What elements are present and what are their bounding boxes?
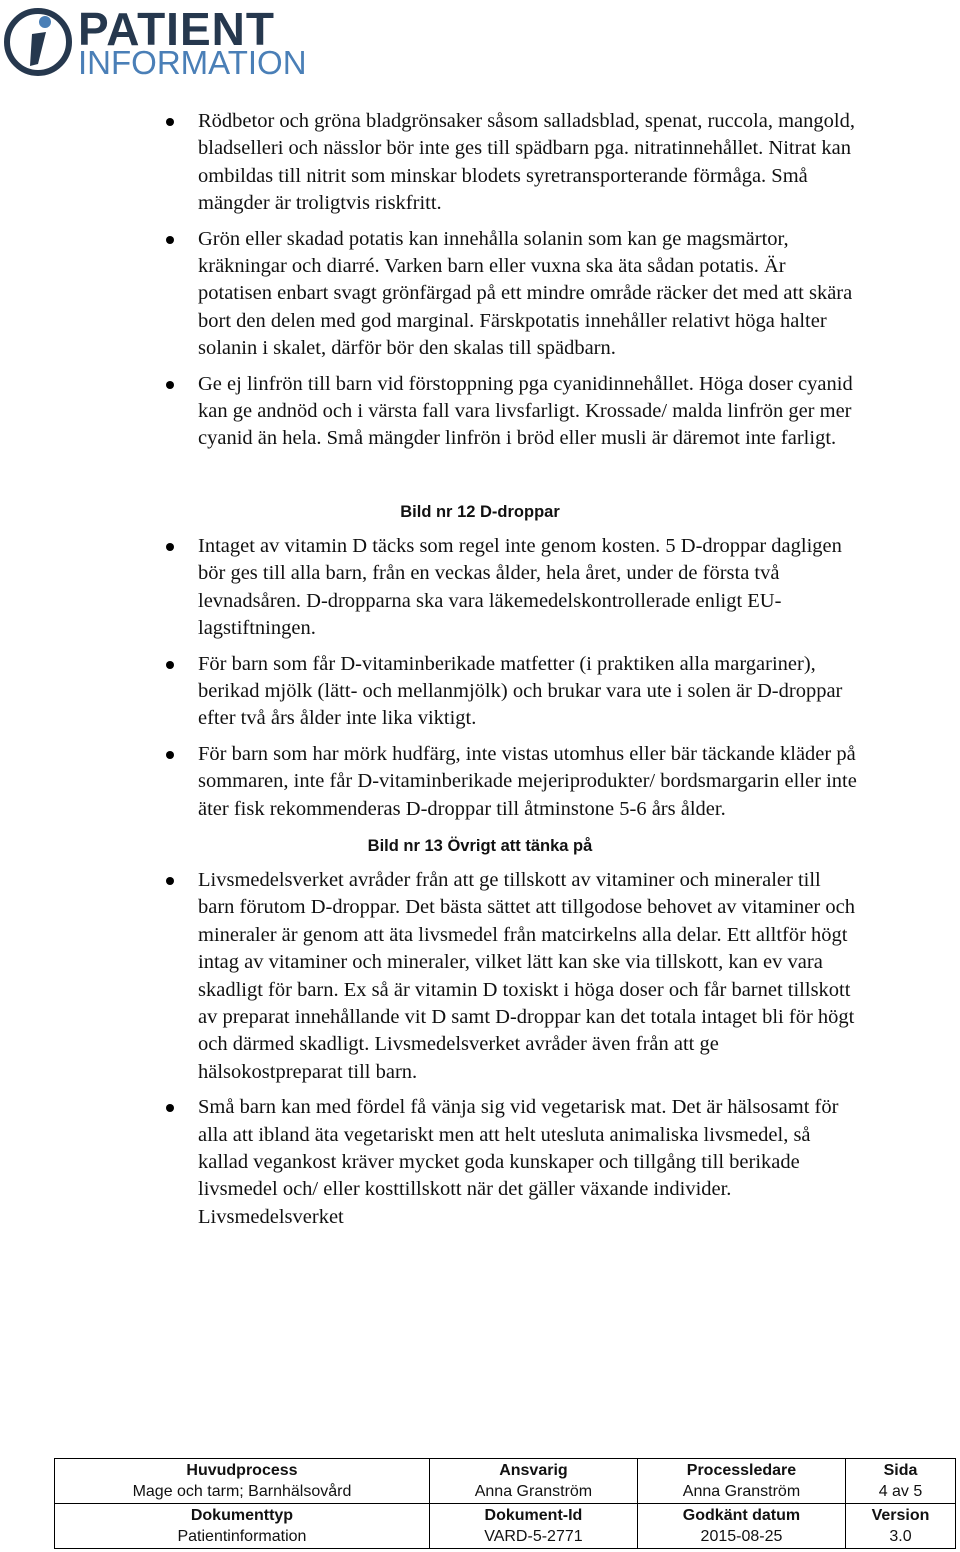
footer-cell-sida bbox=[845, 1459, 955, 1504]
footer-label: Huvudprocess bbox=[186, 1462, 298, 1479]
bullet-icon bbox=[166, 877, 174, 885]
list-item bbox=[0, 371, 960, 453]
footer-cell-godkant-datum bbox=[637, 1504, 845, 1549]
footer-label: Dokumenttyp bbox=[190, 1507, 294, 1524]
bullet-list-ovrigt bbox=[0, 867, 960, 1231]
patient-information-logo bbox=[0, 0, 307, 81]
footer-value: Patientinformation bbox=[177, 1528, 307, 1545]
footer-cell-dokumenttyp bbox=[55, 1504, 430, 1549]
document-footer-table bbox=[54, 1458, 956, 1549]
footer-cell-processledare bbox=[637, 1459, 845, 1504]
list-item bbox=[0, 533, 960, 643]
footer-label: Ansvarig bbox=[499, 1462, 568, 1479]
bullet-list-d-droppar bbox=[0, 533, 960, 823]
bullet-icon bbox=[166, 381, 174, 389]
list-item bbox=[0, 651, 960, 733]
list-item-text: Ge ej linfrön till barn vid förstoppning pga cyanidinnehållet. Höga doser cyanid kan ge andnöd och i värsta fall vara livsfarligt. Krossade/ malda linfrön ger mer cyanid än hela. Små mängder linfrön i bröd eller musli är däremot inte farligt. bbox=[198, 372, 853, 450]
list-item-text: Små barn kan med fördel få vänja sig vid vegetarisk mat. Det är hälsosamt för alla att ibland äta vegetariskt men att helt utesluta animaliska livsmedel, så kallad vegankost kräver mycket goda kunskaper och tillgång till berikade livsmedel och/ eller kosttillskott när det gäller växande individer. Livsmedelsverket bbox=[198, 1096, 839, 1228]
footer-value: 4 av 5 bbox=[878, 1483, 923, 1500]
list-item bbox=[0, 1094, 960, 1231]
footer-value: Anna Granström bbox=[682, 1483, 801, 1500]
bullet-icon bbox=[166, 118, 174, 126]
list-item bbox=[0, 867, 960, 1086]
section-heading-ovrigt: Bild nr 13 Övrigt att tänka på bbox=[367, 836, 593, 855]
list-item-text: Grön eller skadad potatis kan innehålla solanin som kan ge magsmärtor, kräkningar och diarré. Varken barn eller vuxna ska äta sådan potatis. Är potatisen enbart svagt grönfärgad på ett mindre område räcker det med att skära bort den delen med god marginal. Färskpotatis innehåller relativt höga halter solanin i skalet, därför bör den skalas till spädbarn. bbox=[198, 227, 853, 360]
list-item-text: För barn som har mörk hudfärg, inte vistas utomhus eller bär täckande kläder på sommaren, inte får D-vitaminberikade mejeriprodukter/ bordsmargarin eller inte äter fisk rekommenderas D-droppar till åtminstone 5-6 års ålder. bbox=[198, 742, 857, 820]
bullet-icon bbox=[166, 661, 174, 669]
footer-label: Sida bbox=[883, 1462, 918, 1479]
footer-label: Version bbox=[871, 1507, 930, 1524]
logo-text-information: INFORMATION bbox=[78, 44, 307, 81]
footer-value: Mage och tarm; Barnhälsovård bbox=[132, 1483, 352, 1500]
footer-cell-version bbox=[845, 1504, 955, 1549]
footer-cell-huvudprocess bbox=[55, 1459, 430, 1504]
footer-value: Anna Granström bbox=[474, 1483, 593, 1500]
footer-value: 3.0 bbox=[889, 1528, 912, 1545]
info-i-circle-icon bbox=[2, 4, 74, 76]
logo-text-patient: PATIENT bbox=[78, 3, 275, 55]
list-item bbox=[0, 741, 960, 823]
footer-value: 2015-08-25 bbox=[700, 1528, 783, 1545]
section-heading-d-droppar: Bild nr 12 D-droppar bbox=[400, 502, 560, 521]
list-item-text: För barn som får D-vitaminberikade matfetter (i praktiken alla margariner), berikad mjölk (lätt- och mellanmjölk) och brukar vara ute i solen är D-droppar efter två års ålder inte lika viktigt. bbox=[198, 652, 843, 730]
footer-label: Processledare bbox=[686, 1462, 797, 1479]
footer-row bbox=[55, 1459, 956, 1504]
list-item bbox=[0, 108, 960, 218]
footer-cell-dokument-id bbox=[429, 1504, 637, 1549]
bullet-icon bbox=[166, 1104, 174, 1112]
footer-label: Dokument-Id bbox=[484, 1507, 583, 1524]
document-body bbox=[0, 108, 960, 1239]
footer-cell-ansvarig bbox=[429, 1459, 637, 1504]
list-item-text: Livsmedelsverket avråder från att ge tillskott av vitaminer och mineraler till barn förutom D-droppar. Det bästa sättet att tillgodose behovet av vitaminer och mineraler är genom att äta livsmedel från matcirkelns alla delar. Ett alltför högt intag av vitaminer och mineraler, vilket lätt kan ske via tillskott, kan ev vara skadligt för barn. Ex så är vitamin D toxiskt i höga doser och får barnet tillskott av preparat innehållande vit D samt D-droppar kan det totala intaget bli för högt och därmed skadligt. Livsmedelsverket avråder även från att ge hälsokostpreparat till barn. bbox=[198, 868, 855, 1083]
footer-label: Godkänt datum bbox=[682, 1507, 801, 1524]
bullet-icon bbox=[166, 543, 174, 551]
list-item-text: Intaget av vitamin D täcks som regel inte genom kosten. 5 D-droppar dagligen bör ges till alla barn, från en veckas ålder, hela året, under de första två levnadsåren. D-dropparna ska vara läkemedelskontrollerade enligt EU-lagstiftningen. bbox=[198, 534, 842, 640]
list-item-text: Rödbetor och gröna bladgrönsaker såsom salladsblad, spenat, ruccola, mangold, bladselleri och nässlor bör inte ges till spädbarn pga. nitratinnehållet. Nitrat kan ombildas till nitrit som minskar blodets syretransporterande förmåga. Små mängder är troligtvis riskfritt. bbox=[198, 110, 855, 215]
list-item bbox=[0, 226, 960, 363]
footer-value: VARD-5-2771 bbox=[484, 1528, 583, 1545]
bullet-icon bbox=[166, 751, 174, 759]
bullet-list-intro bbox=[0, 108, 960, 453]
footer-row bbox=[55, 1504, 956, 1549]
bullet-icon bbox=[166, 236, 174, 244]
